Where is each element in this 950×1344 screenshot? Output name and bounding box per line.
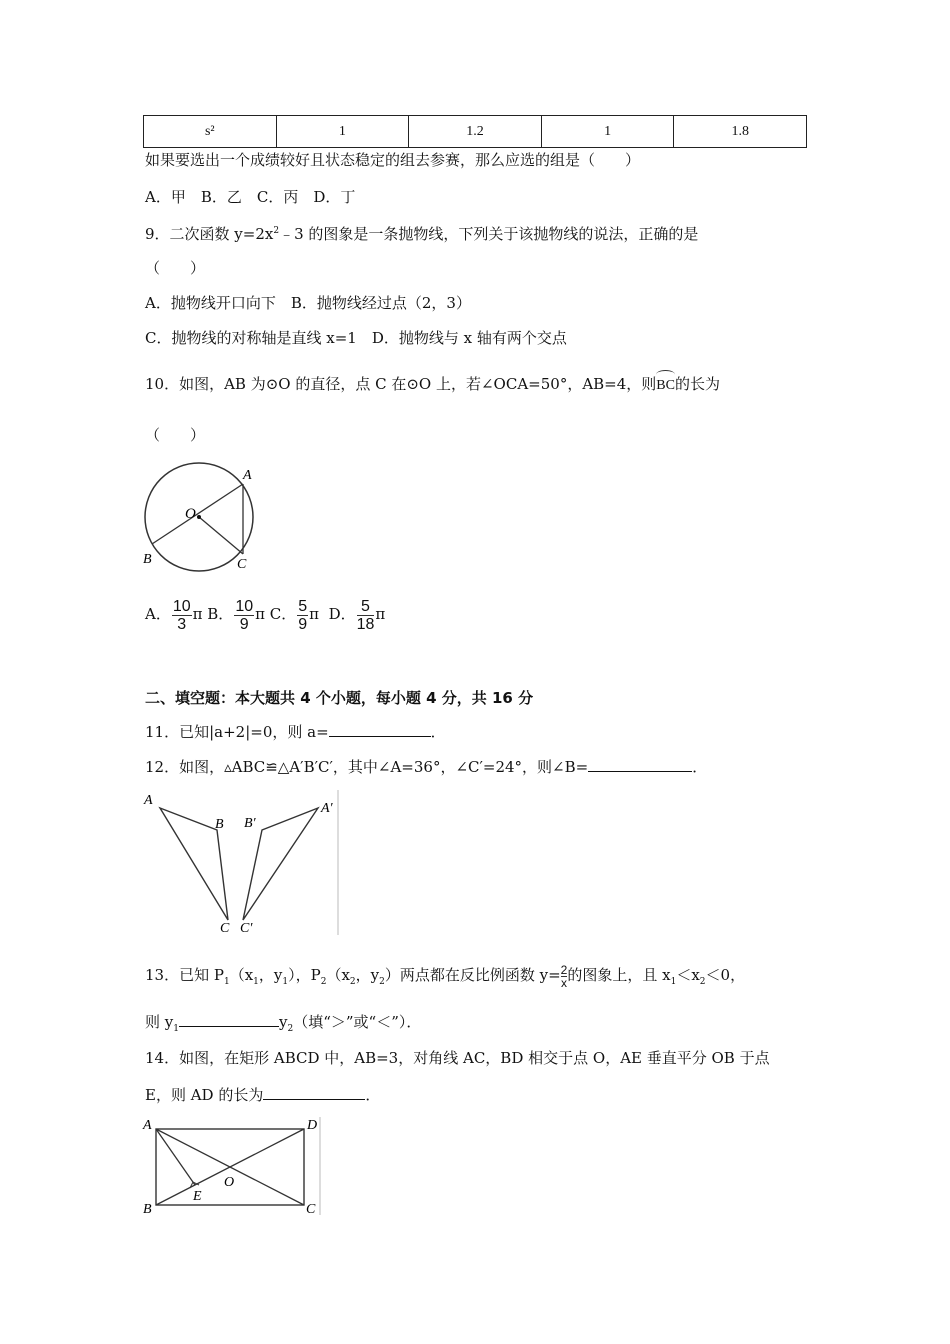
label-c: C [237,557,247,572]
label-a: A [143,1118,152,1133]
section-heading: 二、填空题：本大题共 4 个小题，每小题 4 分，共 16 分 [145,689,534,707]
q9-paren: （ ） [145,259,206,277]
label-d: D [307,1118,318,1133]
fraction-two-over-x: $\frac{2}{x}$ [560,962,568,990]
radius-oc [199,517,243,554]
answer-blank[interactable] [263,1085,365,1100]
table-row [144,116,807,148]
q9-options-ab: A．抛物线开口向下 B．抛物线经过点（2，3） [145,294,471,312]
label-b: B [215,817,224,832]
table-cell: 1.8 [674,116,807,148]
label-o: O [224,1175,235,1190]
label-c: C [306,1202,316,1217]
fraction-option-a: $\frac{10}{3}$ [172,597,191,633]
label-a: A [144,793,153,808]
center-point [197,515,201,519]
label-o: O [185,506,196,522]
label-c-prime: C′ [240,921,253,935]
q13-stem: 13．已知 $P_1(x_1$，$y_1$），$P_2(x_2$，$y_2$）两点都在反比例函数 y= $\frac{2}{x}$ 的图象上，且 $x_1<x_2<0$， [145,962,746,990]
circle-figure [140,462,260,572]
fraction-option-d: $\frac{5}{18}$ [356,597,375,633]
q9-stem: 9．二次函数 $y=2x^2﹣3$ 的图象是一条抛物线，下列关于该抛物线的说法，正确的是 [145,225,699,243]
answer-blank[interactable] [588,757,692,772]
segment-ae [156,1129,195,1185]
label-b: B [143,1202,152,1217]
q12-stem: 12．如图，▵ABC≌△A′B′C′，其中∠A=36°，∠C′=24°，则∠B= ． [145,758,708,776]
label-e: E [193,1189,202,1204]
q8-question-tail: 如果要选出一个成绩较好且状态稳定的组去参赛，那么应选的组是（ ） [145,151,641,169]
label-b: B [143,552,152,567]
answer-blank[interactable] [329,722,431,737]
table-cell: 1 [276,116,409,148]
answer-blank[interactable] [179,1012,279,1027]
table-cell: 1.2 [409,116,542,148]
q11-stem: 11．已知|a+2|=0，则 a= ． [145,723,446,741]
table-cell: s² [144,116,277,148]
label-a: A [243,468,252,483]
table-cell: 1 [541,116,674,148]
variance-table [143,115,807,148]
label-a-prime: A′ [321,801,333,816]
rectangle-figure [140,1115,325,1217]
q10-stem: 10．如图，AB 为⊙O 的直径，点 C 在⊙O 上，若∠OCA=50°，AB=4，则BC的长为 [145,374,720,396]
fraction-option-c: $\frac{5}{9}$ [298,597,308,633]
q14-answer-line: E，则 AD 的长为 ． [145,1086,381,1104]
label-b-prime: B′ [244,816,256,831]
q13-answer-line: 则 $y_1$ $y_2$（填“＞”或“＜”）． [145,1013,422,1034]
q8-options: A．甲 B．乙 C．丙 D．丁 [145,188,356,206]
fraction-option-b: $\frac{10}{9}$ [235,597,254,633]
q10-options: A． $\frac{10}{3}$ π B． $\frac{10}{9}$ π C． $\frac{5}{9}$ π D． $\frac{5}{18}$ π [145,597,386,633]
triangles-figure [140,790,340,935]
arc-bc-label: BC [656,376,675,396]
q9-options-cd: C．抛物线的对称轴是直线 x=1 D．抛物线与 x 轴有两个交点 [145,329,567,347]
diameter-ab [152,484,243,544]
label-c: C [220,921,230,935]
q14-stem: 14．如图，在矩形 ABCD 中，AB=3，对角线 AC，BD 相交于点 O，AE 垂直平分 OB 于点 [145,1049,770,1067]
q10-paren: （ ） [145,426,206,444]
